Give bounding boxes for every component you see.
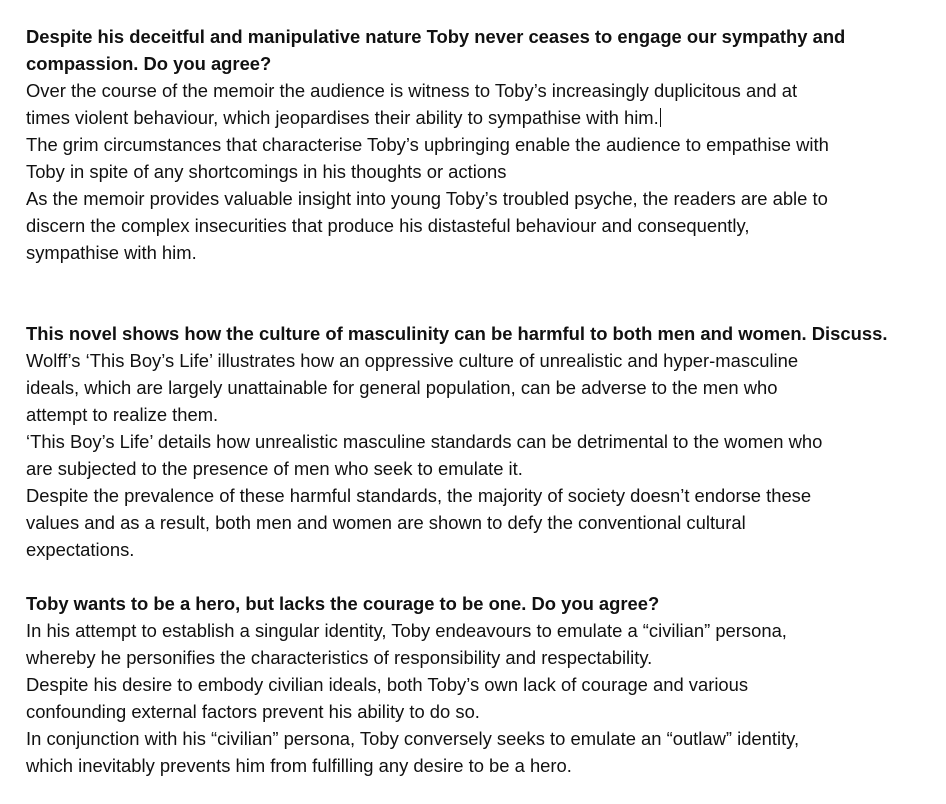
section-3-heading-line: Toby wants to be a hero, but lacks the courage to be one. Do you agree? [26, 593, 660, 614]
section-2-body-line: attempt to realize them. [26, 404, 219, 425]
text-cursor [660, 108, 661, 127]
section-1-body-line: times violent behaviour, which jeopardises their ability to sympathise with him. [26, 107, 659, 128]
section-1-body-line: The grim circumstances that characterise Toby’s upbringing enable the audience to empathise with [26, 134, 829, 155]
section-1-body-line-with-cursor [26, 104, 931, 131]
section-1-heading-line: compassion. Do you agree? [26, 53, 272, 74]
section-2-body-line: are subjected to the presence of men who seek to emulate it. [26, 458, 523, 479]
section-1-body-line: As the memoir provides valuable insight into young Toby’s troubled psyche, the readers are able to [26, 188, 828, 209]
paragraph-spacing [26, 266, 931, 320]
section-2-body-line: ‘This Boy’s Life’ details how unrealistic masculine standards can be detrimental to the women who [26, 431, 823, 452]
section-3-body-line: confounding external factors prevent his ability to do so. [26, 701, 480, 722]
paragraph-spacing [26, 563, 931, 590]
essay-prompt-section-1 [26, 23, 931, 266]
section-3-body-line: which inevitably prevents him from fulfilling any desire to be a hero. [26, 755, 572, 776]
section-3-body-line: In conjunction with his “civilian” persona, Toby conversely seeks to emulate an “outlaw” identity, [26, 728, 800, 749]
section-2-body-line: ideals, which are largely unattainable for general population, can be adverse to the men who [26, 377, 778, 398]
section-2-body-line: Despite the prevalence of these harmful standards, the majority of society doesn’t endorse these [26, 485, 812, 506]
section-2-body-line: values and as a result, both men and women are shown to defy the conventional cultural [26, 512, 746, 533]
section-3-body-line: Despite his desire to embody civilian ideals, both Toby’s own lack of courage and various [26, 674, 749, 695]
section-3-body-line: In his attempt to establish a singular identity, Toby endeavours to emulate a “civilian” persona, [26, 620, 787, 641]
section-1-body-line: Over the course of the memoir the audience is witness to Toby’s increasingly duplicitous and at [26, 80, 798, 101]
section-2-heading-line: This novel shows how the culture of masculinity can be harmful to both men and women. Discuss. [26, 323, 888, 344]
section-1-heading-line: Despite his deceitful and manipulative nature Toby never ceases to engage our sympathy and [26, 26, 846, 47]
section-2-body-line: Wolff’s ‘This Boy’s Life’ illustrates how an oppressive culture of unrealistic and hyper-masculine [26, 350, 799, 371]
section-1-body-line: sympathise with him. [26, 242, 197, 263]
section-2-body-line: expectations. [26, 539, 135, 560]
document-body[interactable] [26, 23, 931, 779]
essay-prompt-section-2 [26, 320, 931, 563]
essay-prompt-section-3 [26, 590, 931, 779]
section-3-body-line: whereby he personifies the characteristics of responsibility and respectability. [26, 647, 653, 668]
section-1-body-line: Toby in spite of any shortcomings in his thoughts or actions [26, 161, 507, 182]
section-1-body-line: discern the complex insecurities that produce his distasteful behaviour and consequently, [26, 215, 750, 236]
